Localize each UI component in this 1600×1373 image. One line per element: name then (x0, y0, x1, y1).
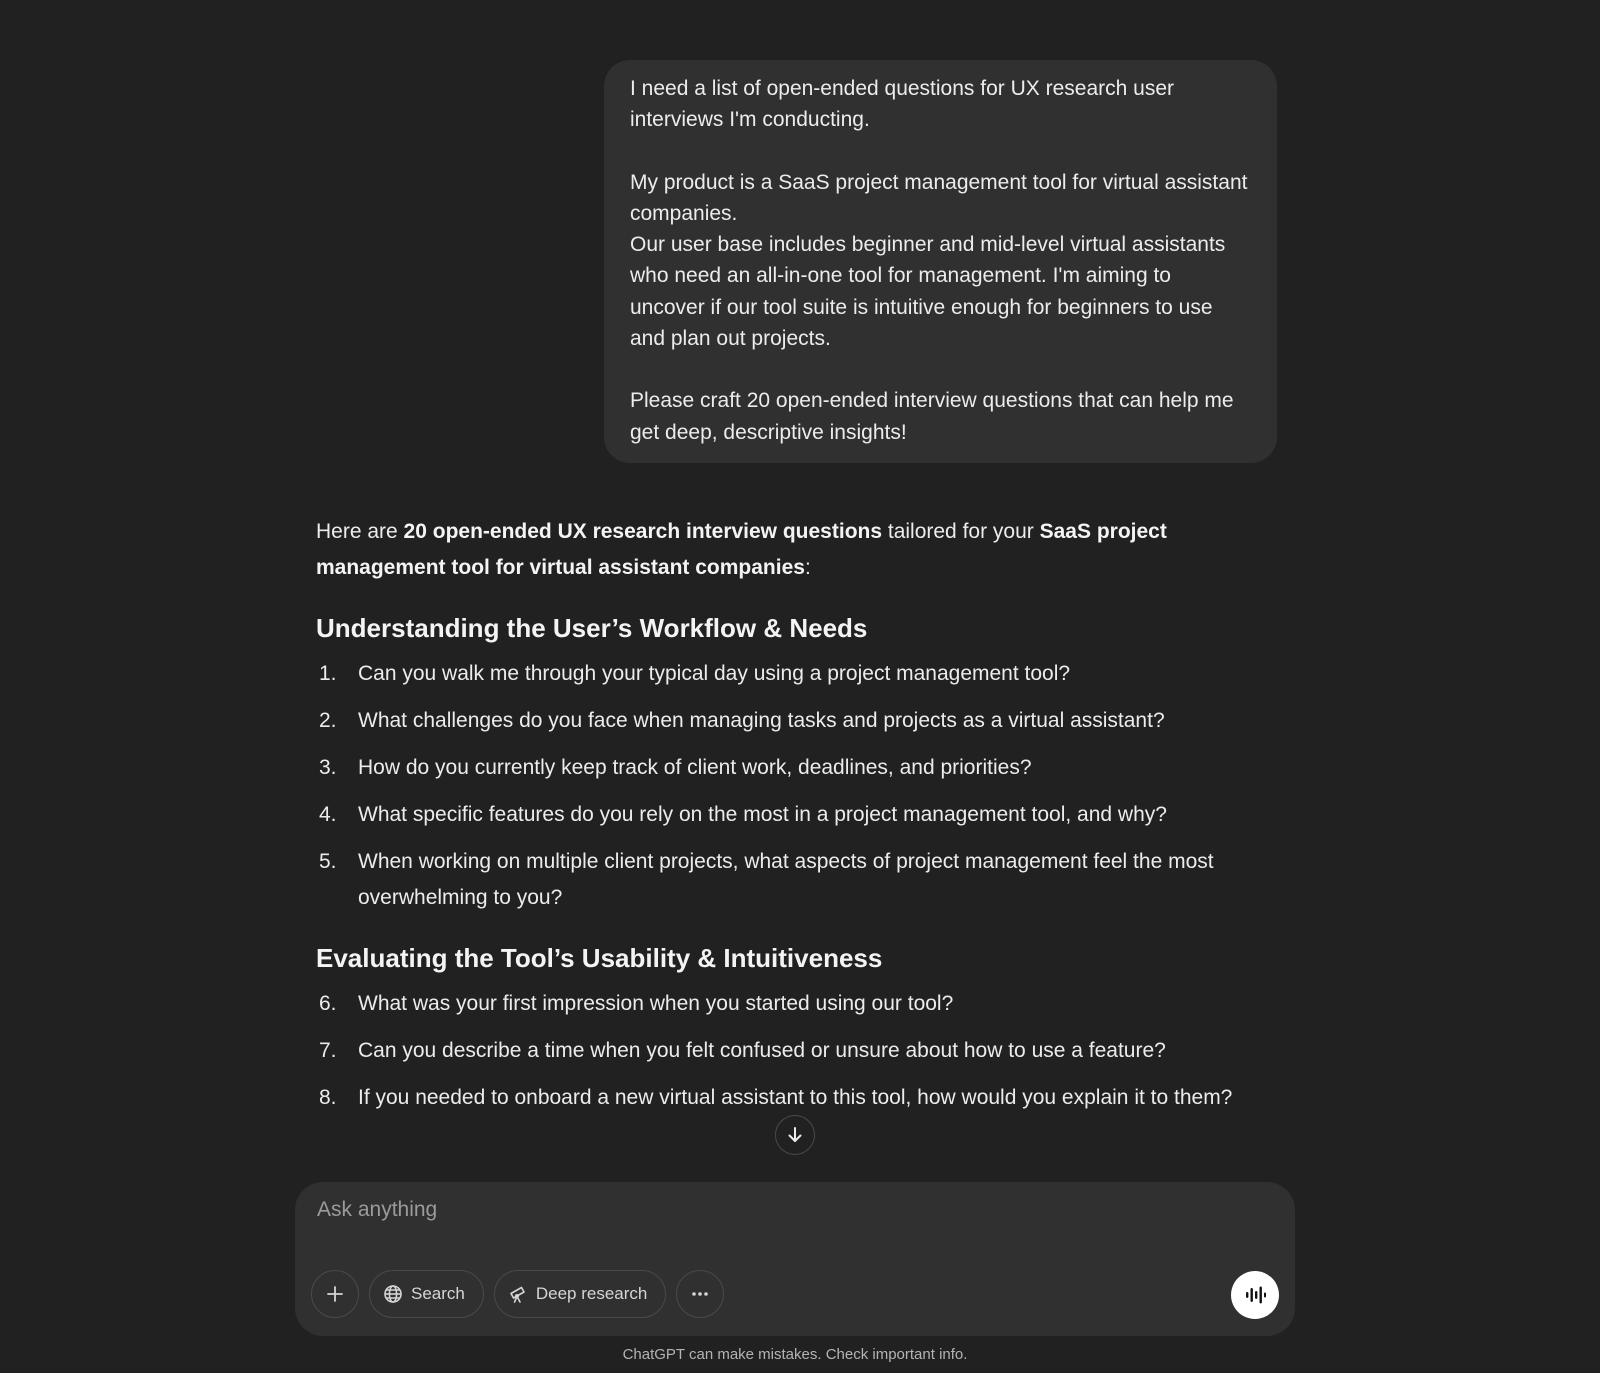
user-message-paragraph: My product is a SaaS project management tool for virtual assistant companies. Our user base includes beginner and mid-level virtual assistants who need an all-in-one tool for management. I'm aiming to uncover if our tool suite is intuitive enough for beginners to use and plan out projects. (630, 170, 1248, 351)
intro-text: tailored for your (882, 520, 1040, 543)
scroll-to-bottom-button[interactable] (775, 1115, 815, 1155)
list-number: 3. (319, 756, 337, 779)
assistant-intro (316, 514, 1276, 586)
composer-toolbar (311, 1270, 724, 1318)
globe-icon (383, 1284, 403, 1304)
list-item (316, 1080, 1276, 1116)
user-message-paragraph: Please craft 20 open-ended interview questions that can help me get deep, descriptive insights! (630, 389, 1240, 444)
section-heading: Evaluating the Tool’s Usability & Intuitiveness (316, 943, 883, 973)
list-number: 5. (319, 850, 337, 873)
list-text: If you needed to onboard a new virtual assistant to this tool, how would you explain it to them? (358, 1086, 1233, 1109)
list-text: What was your first impression when you started using our tool? (358, 992, 954, 1015)
list-text: What challenges do you face when managing tasks and projects as a virtual assistant? (358, 709, 1165, 732)
telescope-icon (508, 1284, 528, 1304)
intro-bold: 20 open-ended UX research interview questions (403, 520, 883, 543)
waveform-icon (1243, 1283, 1267, 1307)
list-text: Can you walk me through your typical day using a project management tool? (358, 662, 1071, 685)
list-text: What specific features do you rely on the most in a project management tool, and why? (358, 803, 1167, 826)
user-message-bubble (604, 60, 1277, 463)
list-number: 7. (319, 1039, 337, 1062)
list-number: 6. (319, 992, 337, 1015)
arrow-down-icon (785, 1125, 805, 1145)
list-item (316, 750, 1276, 786)
voice-mode-button[interactable] (1231, 1271, 1279, 1319)
ellipsis-icon (690, 1284, 710, 1304)
search-button[interactable] (369, 1270, 484, 1318)
prompt-input[interactable] (317, 1198, 1177, 1222)
intro-text: : (804, 556, 811, 579)
list-text: How do you currently keep track of client work, deadlines, and priorities? (358, 756, 1032, 779)
list-number: 4. (319, 803, 337, 826)
list-text: When working on multiple client projects, what aspects of project management feel the most overwhelming to you? (358, 850, 1214, 909)
list-item (316, 656, 1276, 692)
section-heading: Understanding the User’s Workflow & Needs (316, 613, 868, 643)
disclaimer-note: ChatGPT can make mistakes. Check important info. (622, 1346, 968, 1363)
list-item (316, 797, 1276, 833)
more-tools-button[interactable] (676, 1270, 724, 1318)
deep-research-button[interactable] (494, 1270, 667, 1318)
plus-icon (325, 1284, 345, 1304)
search-button-label: Search (411, 1284, 465, 1303)
question-list (316, 986, 1276, 1116)
question-list (316, 656, 1276, 916)
intro-text: Here are (316, 520, 404, 543)
assistant-message (316, 514, 1276, 1127)
list-item (316, 1033, 1276, 1069)
intro-bold: SaaS project management tool for virtual assistant companies (316, 520, 1167, 579)
list-number: 8. (319, 1086, 337, 1109)
list-number: 2. (319, 709, 337, 732)
attach-button[interactable] (311, 1270, 359, 1318)
list-number: 1. (319, 662, 337, 685)
list-item (316, 986, 1276, 1022)
composer (295, 1182, 1295, 1336)
deep-research-button-label: Deep research (535, 1284, 648, 1303)
list-item (316, 844, 1276, 916)
list-text: Can you describe a time when you felt confused or unsure about how to use a feature? (358, 1039, 1166, 1062)
list-item (316, 703, 1276, 739)
user-message-paragraph: I need a list of open-ended questions for UX research user interviews I'm conducting. (630, 77, 1180, 132)
